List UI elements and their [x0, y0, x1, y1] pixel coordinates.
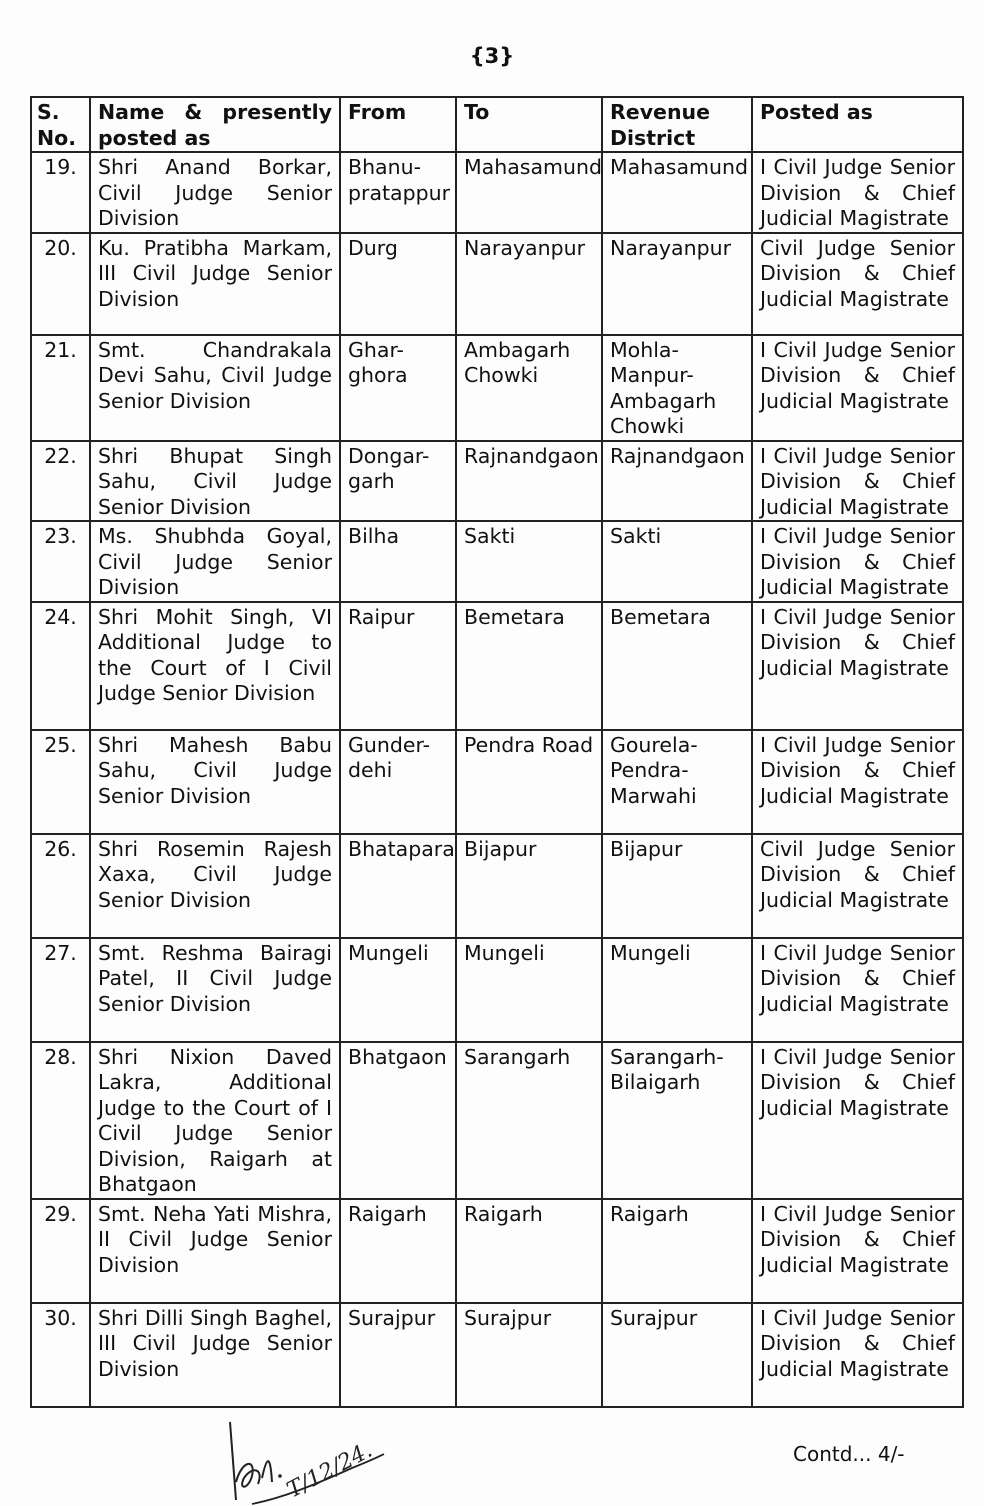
cell-district: Mohla-Manpur-Ambagarh Chowki [602, 335, 752, 441]
cell-from: Raipur [340, 602, 456, 730]
cell-sno: 19. [31, 152, 90, 233]
cell-posted: I Civil Judge Senior Division & Chief Judicial Magistrate [752, 938, 963, 1042]
cell-from: Gunder-dehi [340, 730, 456, 834]
cell-from: Mungeli [340, 938, 456, 1042]
cell-name: Ku. Pratibha Markam, III Civil Judge Senior Division [90, 233, 340, 335]
cell-posted: I Civil Judge Senior Division & Chief Judicial Magistrate [752, 521, 963, 602]
table-row [31, 233, 963, 335]
table-header-row [31, 97, 963, 152]
cell-name: Shri Nixion Daved Lakra, Additional Judge to the Court of I Civil Judge Senior Division, Raigarh at Bhatgaon [90, 1042, 340, 1199]
cell-posted: I Civil Judge Senior Division & Chief Judicial Magistrate [752, 730, 963, 834]
cell-sno: 26. [31, 834, 90, 938]
cell-from: Bhatgaon [340, 1042, 456, 1199]
cell-to: Ambagarh Chowki [456, 335, 602, 441]
cell-to: Pendra Road [456, 730, 602, 834]
transfer-table [30, 96, 964, 1408]
table-row [31, 1042, 963, 1199]
table-row [31, 441, 963, 522]
table-row [31, 730, 963, 834]
cell-name: Smt. Reshma Bairagi Patel, II Civil Judge Senior Division [90, 938, 340, 1042]
cell-district: Rajnandgaon [602, 441, 752, 522]
header-district: Revenue District [602, 97, 752, 152]
cell-from: Bhatapara [340, 834, 456, 938]
svg-text:T/12/24.: T/12/24. [283, 1437, 377, 1504]
cell-name: Smt. Neha Yati Mishra, II Civil Judge Senior Division [90, 1199, 340, 1303]
cell-from: Bilha [340, 521, 456, 602]
cell-from: Dongar-garh [340, 441, 456, 522]
cell-posted: I Civil Judge Senior Division & Chief Judicial Magistrate [752, 152, 963, 233]
table-row [31, 938, 963, 1042]
cell-district: Bijapur [602, 834, 752, 938]
table-row [31, 602, 963, 730]
cell-district: Gourela-Pendra-Marwahi [602, 730, 752, 834]
header-sno: S. No. [31, 97, 90, 152]
table-row [31, 335, 963, 441]
cell-district: Narayanpur [602, 233, 752, 335]
cell-district: Raigarh [602, 1199, 752, 1303]
cell-district: Mungeli [602, 938, 752, 1042]
cell-name: Ms. Shubhda Goyal, Civil Judge Senior Division [90, 521, 340, 602]
cell-posted: I Civil Judge Senior Division & Chief Judicial Magistrate [752, 1199, 963, 1303]
header-to: To [456, 97, 602, 152]
cell-sno: 30. [31, 1303, 90, 1407]
cell-name: Shri Anand Borkar, Civil Judge Senior Division [90, 152, 340, 233]
cell-from: Durg [340, 233, 456, 335]
cell-sno: 24. [31, 602, 90, 730]
cell-name: Smt. Chandrakala Devi Sahu, Civil Judge Senior Division [90, 335, 340, 441]
cell-to: Mungeli [456, 938, 602, 1042]
cell-to: Rajnandgaon [456, 441, 602, 522]
signature [222, 1420, 402, 1506]
cell-name: Shri Rosemin Rajesh Xaxa, Civil Judge Senior Division [90, 834, 340, 938]
cell-sno: 29. [31, 1199, 90, 1303]
cell-to: Bijapur [456, 834, 602, 938]
cell-from: Raigarh [340, 1199, 456, 1303]
cell-to: Sakti [456, 521, 602, 602]
continued-note: Contd... 4/- [793, 1442, 905, 1466]
table-row [31, 834, 963, 938]
cell-sno: 28. [31, 1042, 90, 1199]
cell-name: Shri Mohit Singh, VI Additional Judge to the Court of I Civil Judge Senior Division [90, 602, 340, 730]
cell-sno: 22. [31, 441, 90, 522]
cell-posted: I Civil Judge Senior Division & Chief Judicial Magistrate [752, 1303, 963, 1407]
cell-to: Bemetara [456, 602, 602, 730]
cell-posted: I Civil Judge Senior Division & Chief Judicial Magistrate [752, 602, 963, 730]
cell-sno: 25. [31, 730, 90, 834]
cell-district: Mahasamund [602, 152, 752, 233]
cell-to: Sarangarh [456, 1042, 602, 1199]
table-row [31, 1303, 963, 1407]
table-row [31, 1199, 963, 1303]
cell-from: Bhanu-pratappur [340, 152, 456, 233]
cell-name: Shri Bhupat Singh Sahu, Civil Judge Senior Division [90, 441, 340, 522]
cell-from: Surajpur [340, 1303, 456, 1407]
header-posted: Posted as [752, 97, 963, 152]
page-number: {3} [469, 44, 515, 68]
cell-to: Raigarh [456, 1199, 602, 1303]
header-from: From [340, 97, 456, 152]
table-row [31, 521, 963, 602]
cell-posted: I Civil Judge Senior Division & Chief Judicial Magistrate [752, 335, 963, 441]
header-name: Name & presently posted as [90, 97, 340, 152]
cell-sno: 27. [31, 938, 90, 1042]
table-row [31, 152, 963, 233]
cell-sno: 23. [31, 521, 90, 602]
cell-name: Shri Mahesh Babu Sahu, Civil Judge Senior Division [90, 730, 340, 834]
cell-from: Ghar-ghora [340, 335, 456, 441]
cell-sno: 21. [31, 335, 90, 441]
cell-to: Surajpur [456, 1303, 602, 1407]
cell-to: Mahasamund [456, 152, 602, 233]
cell-district: Sakti [602, 521, 752, 602]
cell-name: Shri Dilli Singh Baghel, III Civil Judge Senior Division [90, 1303, 340, 1407]
cell-posted: I Civil Judge Senior Division & Chief Judicial Magistrate [752, 441, 963, 522]
cell-district: Bemetara [602, 602, 752, 730]
cell-district: Surajpur [602, 1303, 752, 1407]
cell-posted: I Civil Judge Senior Division & Chief Judicial Magistrate [752, 1042, 963, 1199]
cell-sno: 20. [31, 233, 90, 335]
cell-district: Sarangarh-Bilaigarh [602, 1042, 752, 1199]
cell-posted: Civil Judge Senior Division & Chief Judicial Magistrate [752, 233, 963, 335]
cell-posted: Civil Judge Senior Division & Chief Judicial Magistrate [752, 834, 963, 938]
cell-to: Narayanpur [456, 233, 602, 335]
